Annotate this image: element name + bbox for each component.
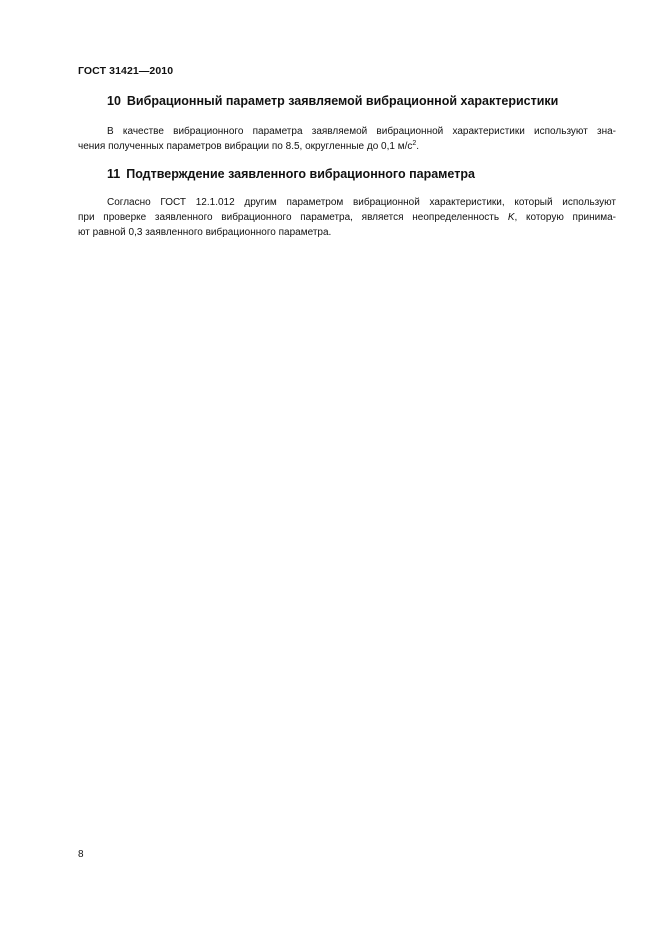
section-title: Подтверждение заявленного вибрационного параметра (126, 167, 475, 181)
section-10-heading (107, 94, 558, 108)
italic-variable: K (507, 212, 515, 223)
page-number: 8 (78, 849, 84, 860)
paragraph-line (78, 139, 616, 154)
section-11-heading (107, 167, 475, 181)
paragraph-line: Согласно ГОСТ 12.1.012 другим параметром вибрационной характеристики, который используют (107, 197, 616, 208)
paragraph-text: . (416, 141, 420, 152)
paragraph-line: В качестве вибрационного параметра заявляемой вибрационной характеристики используют зна- (107, 126, 616, 137)
section-number: 10 (107, 94, 121, 108)
superscript: 2 (412, 140, 417, 147)
paragraph-text: , которую принима- (514, 212, 616, 223)
section-10-paragraph (78, 124, 616, 154)
paragraph-line: ют равной 0,3 заявленного вибрационного параметра. (78, 227, 332, 238)
section-number: 11 (107, 167, 121, 181)
section-title: Вибрационный параметр заявляемой вибрационной характеристики (126, 94, 559, 108)
paragraph-text: при проверке заявленного вибрационного параметра, является неопределенность (78, 212, 508, 223)
paragraph-line (78, 210, 616, 225)
paragraph-text: чения полученных параметров вибрации по 8.5, округленные до 0,1 м/с (78, 141, 413, 152)
document-id-header: ГОСТ 31421—2010 (78, 65, 174, 77)
section-11-paragraph (78, 195, 616, 240)
